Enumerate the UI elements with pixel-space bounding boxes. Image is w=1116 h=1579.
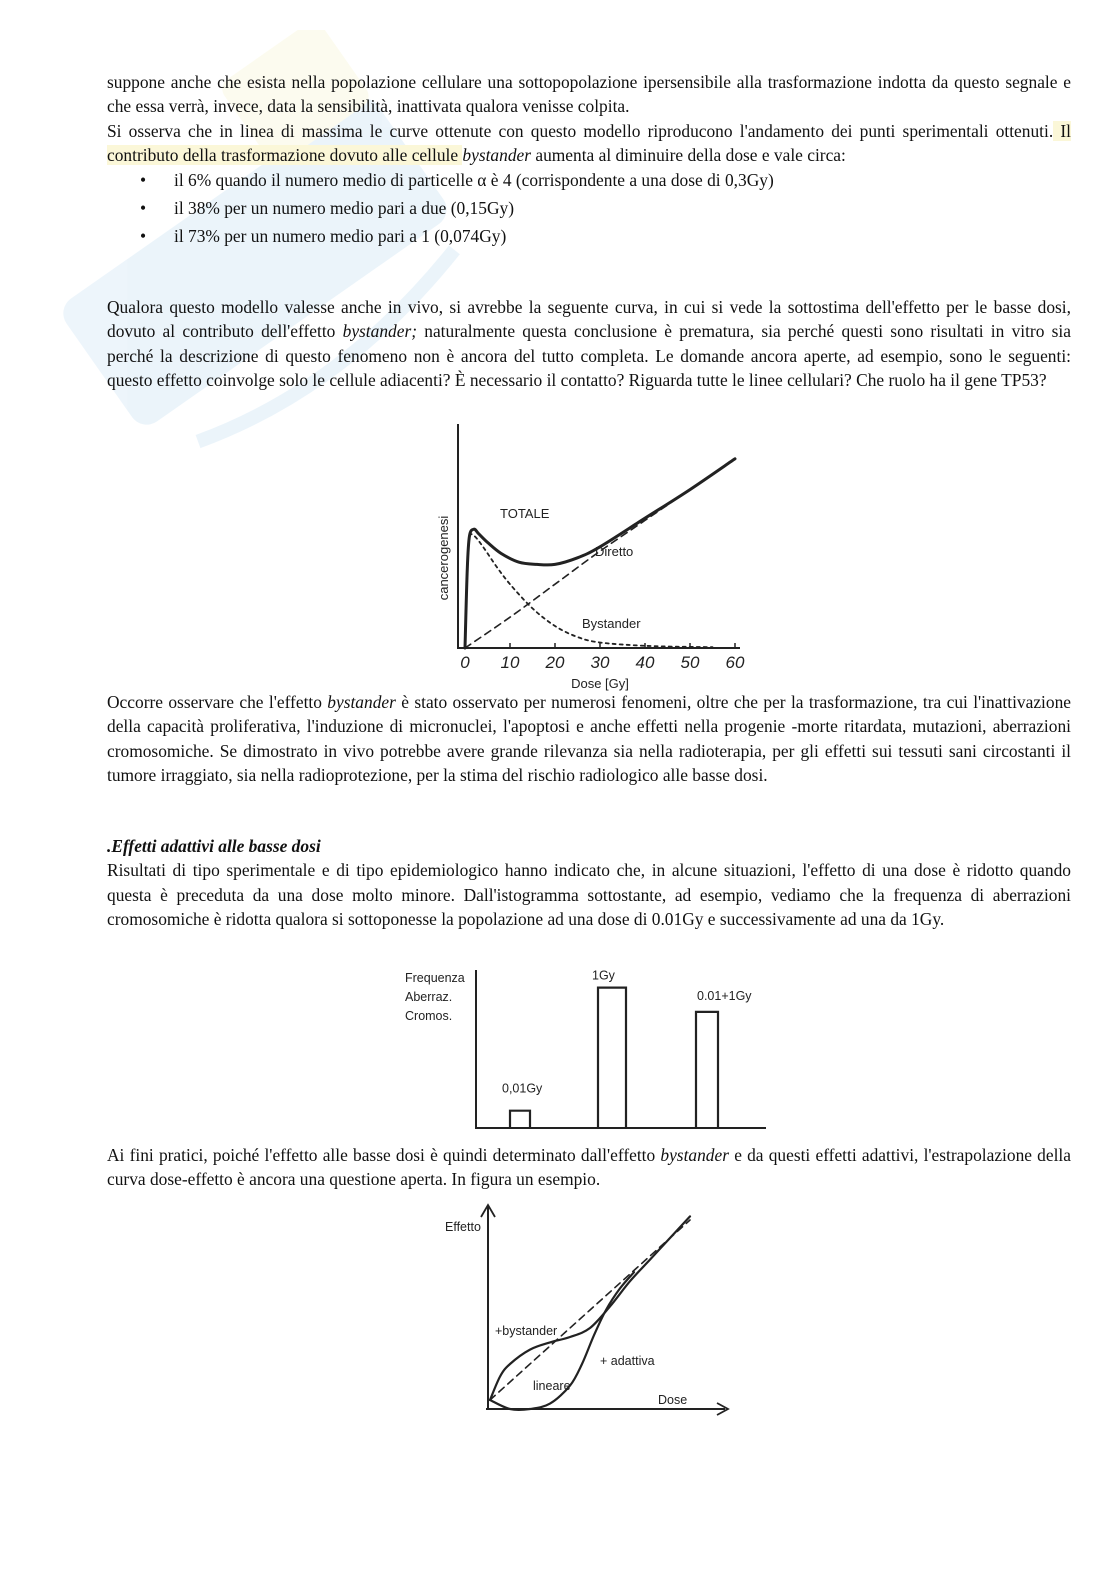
bar-label: 0,01Gy xyxy=(502,1081,543,1096)
paragraph-1: suppone anche che esista nella popolazione cellulare una sottopopolazione ipersensibile alla trasformazione indotta da questo segnale e che essa verrà, invece, data la sensibilità, inattivata qualora venisse colpita. xyxy=(107,72,1071,117)
paragraph-2 xyxy=(107,119,1071,168)
paragraph-4 xyxy=(107,690,1071,787)
x-axis-label: Dose [Gy] xyxy=(571,676,629,691)
x-tick-label: 30 xyxy=(590,653,610,672)
text-block-3 xyxy=(107,690,1071,787)
bar xyxy=(696,1012,718,1128)
paragraph-4-em: bystander xyxy=(327,692,396,712)
text-block-1 xyxy=(107,70,1071,251)
paragraph-3 xyxy=(107,295,1071,392)
bullet-item: • il 73% per un numero medio pari a 1 (0,074Gy) xyxy=(107,223,1071,251)
paragraph-4-b: è stato osservato per numerosi fenomeni, oltre che per la trasformazione, tra cui l'inattivazione della capacità proliferativa, l'induzione di micronuclei, l'apoptosi e anche effetti nella progenie -morte ritardata, mutazioni, aberrazioni cromosomiche. Se dimostrato in vivo potrebbe avere grande rilevanza sia nella radioterapia, per gli effetti sui tessuti sani circostanti il tumore irraggiato, sia nella radioprotezione, per la stima del rischio radiologico alle basse dosi. xyxy=(107,692,1071,785)
paragraph-3-em: bystander; xyxy=(342,321,418,342)
bar xyxy=(598,988,626,1128)
paragraph-6-a: Ai fini pratici, poiché l'effetto alle basse dosi è quindi determinato dall'effetto xyxy=(107,1145,661,1165)
annotation-adattiva: + adattiva xyxy=(600,1354,655,1368)
chart-histogram xyxy=(398,960,778,1138)
x-tick-label: 0 xyxy=(460,653,470,672)
x-tick-label: 10 xyxy=(500,653,520,672)
bar xyxy=(510,1111,530,1128)
paragraph-2-b: Il contributo della trasformazione dovuto alle cellule xyxy=(107,120,1071,165)
annotation-bystander: +bystander xyxy=(495,1324,558,1338)
y-axis-label-line: Aberraz. xyxy=(405,990,453,1004)
section-heading: .Effetti adattivi alle basse dosi xyxy=(107,836,321,856)
x-tick-label: 50 xyxy=(680,653,700,672)
annotation-lineare: lineare xyxy=(533,1379,571,1393)
y-axis-label: Effetto xyxy=(445,1220,481,1234)
chart-cancerogenesi xyxy=(420,418,760,693)
paragraph-3-b: naturalmente questa conclusione è prematura, sia perché questi sono risultati in vitro sia perché la descrizione di questo fenomeno non è ancora del tutto completa. Le domande ancora aperte, ad esempio, sono le seguenti: questo effetto coinvolge solo le cellule adiacenti? È necessario il contatto? Riguarda tutte le linee cellulari? Che ruolo ha il gene TP53? xyxy=(107,321,1071,390)
text-block-4 xyxy=(107,834,1071,931)
paragraph-2-em: bystander xyxy=(462,144,532,165)
paragraph-4-a: Occorre osservare che l'effetto xyxy=(107,692,328,712)
paragraph-2-c: aumenta al diminuire della dose e vale circa: xyxy=(531,144,846,165)
paragraph-5: Risultati di tipo sperimentale e di tipo epidemiologico hanno indicato che, in alcune situazioni, l'effetto di una dose è ridotto quando questa è preceduta da una dose molto minore. Dall'istogramma sottostante, ad esempio, vediamo che la frequenza di aberrazioni cromosomiche è ridotta qualora si sottoponesse la popolazione ad una dose di 0.01Gy e successivamente ad una da 1Gy. xyxy=(107,860,1071,929)
x-tick-label: 60 xyxy=(725,653,745,672)
x-axis-label: Dose xyxy=(658,1393,688,1407)
bullet-item: • il 6% quando il numero medio di particelle α è 4 (corrispondente a una dose di 0,3Gy) xyxy=(107,167,1071,195)
y-axis-label-line: Frequenza xyxy=(405,971,465,985)
paragraph-3-a: Qualora questo modello valesse anche in vivo, si avrebbe la seguente curva, in cui si vede la sottostima dell'effetto per le basse dosi, dovuto al contributo dell'effetto xyxy=(107,297,1071,342)
text-block-5 xyxy=(107,1143,1071,1192)
series-curve xyxy=(490,1220,690,1400)
bullet-list xyxy=(107,167,1071,250)
annotation-totale: TOTALE xyxy=(500,506,550,521)
chart-effetto xyxy=(440,1195,740,1430)
paragraph-2-a: Si osserva che in linea di massima le curve ottenute con questo modello riproducono l'andamento dei punti sperimentali ottenuti. xyxy=(107,120,1054,141)
y-axis-label: cancerogenesi xyxy=(436,515,451,601)
bar-label: 1Gy xyxy=(592,968,615,983)
paragraph-6-em: bystander xyxy=(660,1145,729,1165)
paragraph-6 xyxy=(107,1143,1071,1192)
text-block-2 xyxy=(107,295,1071,392)
x-tick-label: 40 xyxy=(635,653,655,672)
bullet-item: • il 38% per un numero medio pari a due (0,15Gy) xyxy=(107,195,1071,223)
paragraph-6-b: e da questi effetti adattivi, l'estrapolazione della curva dose-effetto è ancora una questione aperta. In figura un esempio. xyxy=(107,1145,1071,1190)
annotation-diretto: Diretto xyxy=(595,544,634,559)
y-axis-label-line: Cromos. xyxy=(405,1009,453,1023)
annotation-bystander: Bystander xyxy=(582,616,641,631)
bar-label: 0.01+1Gy xyxy=(697,988,752,1003)
x-tick-label: 20 xyxy=(545,653,565,672)
